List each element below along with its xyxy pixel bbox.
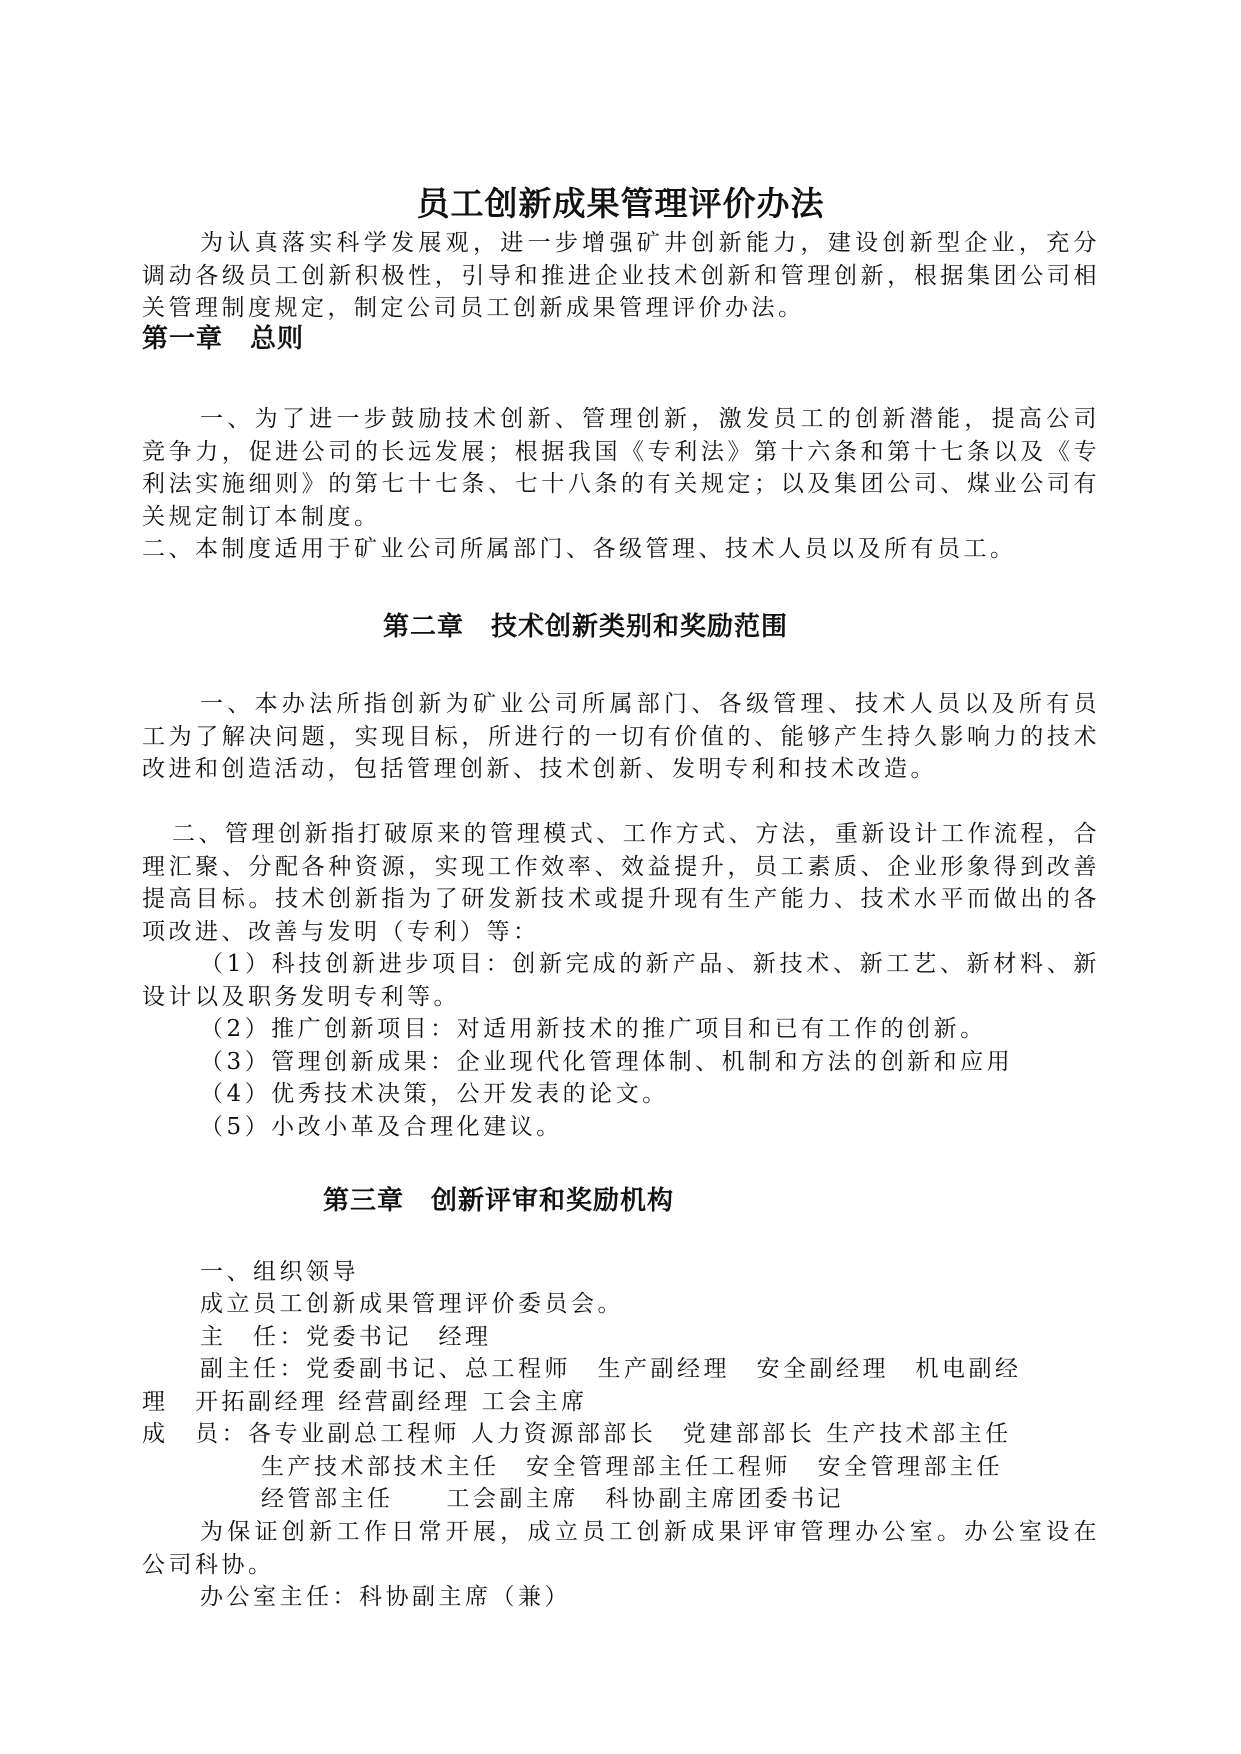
chapter2-item-3: （3）管理创新成果：企业现代化管理体制、机制和方法的创新和应用 — [200, 1049, 1014, 1075]
chapter3-deputy-line-1: 副主任：党委副书记、总工程师 生产副经理 安全副经理 机电副经 — [200, 1356, 1022, 1382]
intro-paragraph: 为认真落实科学发展观，进一步增强矿井创新能力，建设创新型企业，充分调动各级员工创新积极性，引导和推进企业技术创新和管理创新，根据集团公司相关管理制度规定，制定公司员工创新成果管理评价办法。 — [142, 230, 1100, 321]
chapter3-office-paragraph: 为保证创新工作日常开展，成立员工创新成果评审管理办公室。办公室设在公司科协。 — [142, 1519, 1100, 1578]
chapter1-paragraph-2: 二、本制度适用于矿业公司所属部门、各级管理、技术人员以及所有员工。 — [142, 536, 1017, 562]
document-title: 员工创新成果管理评价办法 — [416, 184, 825, 223]
chapter3-deputy-line-2: 理 开拓副经理 经营副经理 工会主席 — [142, 1389, 588, 1415]
chapter2-paragraph-1: 一、本办法所指创新为矿业公司所属部门、各级管理、技术人员以及所有员工为了解决问题，实现目标，所进行的一切有价值的、能够产生持久影响力的技术改进和创造活动，包括管理创新、技术创新、发明专利和技术改造。 — [142, 691, 1100, 782]
chapter3-section-1: 一、组织领导 — [200, 1259, 359, 1285]
chapter2-paragraph-2: 二、管理创新指打破原来的管理模式、工作方式、方法，重新设计工作流程，合理汇聚、分配各种资源，实现工作效率、效益提升，员工素质、企业形象得到改善提高目标。技术创新指为了研发新技术或提升现有生产能力、技术水平而做出的各项改进、改善与发明（专利）等： — [142, 821, 1100, 945]
chapter2-item-1: （1）科技创新进步项目：创新完成的新产品、新技术、新工艺、新材料、新设计以及职务发明专利等。 — [142, 951, 1100, 1010]
chapter3-office-director: 办公室主任：科协副主席（兼） — [200, 1584, 571, 1610]
chapter2-heading: 第二章 技术创新类别和奖励范围 — [383, 612, 789, 642]
chapter3-members-line-3: 经管部主任 工会副主席 科协副主席团委书记 — [261, 1486, 844, 1512]
chapter3-heading: 第三章 创新评审和奖励机构 — [323, 1186, 675, 1216]
chapter3-members-line-1: 成 员：各专业副总工程师 人力资源部部长 党建部部长 生产技术部主任 — [142, 1421, 1012, 1447]
chapter2-item-2: （2）推广创新项目：对适用新技术的推广项目和已有工作的创新。 — [200, 1016, 987, 1042]
chapter1-heading: 第一章 总则 — [142, 324, 305, 354]
chapter1-paragraph-1: 一、为了进一步鼓励技术创新、管理创新，激发员工的创新潜能，提高公司竞争力，促进公司的长远发展；根据我国《专利法》第十六条和第十七条以及《专利法实施细则》的第七十七条、七十八条的有关规定；以及集团公司、煤业公司有关规定制订本制度。 — [142, 406, 1100, 530]
chapter2-item-4: （4）优秀技术决策，公开发表的论文。 — [200, 1081, 669, 1107]
chapter2-item-5: （5）小改小革及合理化建议。 — [200, 1114, 563, 1140]
chapter3-committee: 成立员工创新成果管理评价委员会。 — [200, 1291, 624, 1317]
chapter3-director: 主 任：党委书记 经理 — [200, 1324, 492, 1350]
chapter3-members-line-2: 生产技术部技术主任 安全管理部主任工程师 安全管理部主任 — [261, 1454, 1003, 1480]
